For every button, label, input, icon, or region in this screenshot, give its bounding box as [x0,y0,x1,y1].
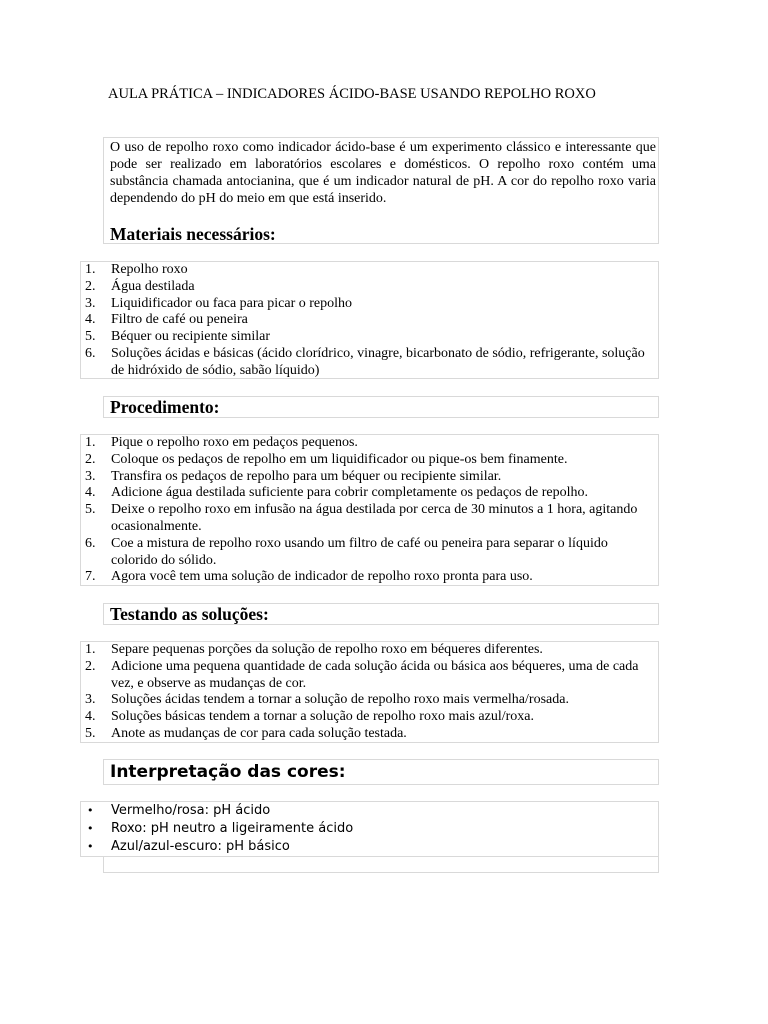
list-item-number: 6. [85,535,96,551]
list-item-number: 1. [85,642,96,657]
list-item [81,709,658,726]
list-item [81,452,658,469]
list-item-number: 1. [85,262,96,277]
list-item [81,726,658,743]
list-item [81,279,658,296]
testing-heading: Testando as soluções: [110,603,269,624]
list-item-text: Adicione água destilada suficiente para cobrir completamente os pedaços de repolho. [111,485,588,501]
list-item [81,346,658,380]
list-item-text: Filtro de café ou peneira [111,312,248,328]
list-item-text: Água destilada [111,278,195,294]
list-item-number: 4. [85,312,96,328]
testing-list [81,642,658,743]
list-item-number: 5. [85,329,96,345]
list-item-number: 7. [85,569,96,585]
list-item-text: Béquer ou recipiente similar [111,329,270,345]
list-item [81,502,658,536]
colors-heading: Interpretação das cores: [110,762,346,782]
list-item-number: 2. [85,278,96,294]
list-item-number: 2. [85,658,96,674]
list-item-text: Coe a mistura de repolho roxo usando um filtro de café ou peneira para separar o líquido colorido do sólido. [111,535,608,568]
list-item-number: 1. [85,435,96,450]
procedure-heading: Procedimento: [110,396,220,417]
list-item-text: Deixe o repolho roxo em infusão na água destilada por cerca de 30 minutos a 1 hora, agitando ocasionalmente. [111,502,638,534]
list-item-number: 6. [85,345,96,361]
list-item [81,469,658,486]
empty-box [103,856,659,873]
list-item [81,642,658,659]
bullet-icon: • [87,840,94,853]
bullet-icon: • [87,822,94,835]
list-item-text: Repolho roxo [111,262,188,277]
list-item-text: Anote as mudanças de cor para cada solução testada. [111,725,407,741]
intro-section [103,137,659,244]
list-item-number: 3. [85,692,96,708]
list-item [81,838,658,856]
colors-list-box [80,801,659,857]
document-title: AULA PRÁTICA – INDICADORES ÁCIDO-BASE USANDO REPOLHO ROXO [108,86,596,102]
list-item [81,296,658,313]
list-item-text: Vermelho/rosa: pH ácido [111,803,271,818]
intro-paragraph: O uso de repolho roxo como indicador ácido-base é um experimento clássico e interessante que pode ser realizado em laboratórios escolares e domésticos. O repolho roxo contém uma substância chamada antocianina, que é um indicador natural de pH. A cor do repolho roxo varia dependendo do pH do meio em que está inserido. [110,140,656,206]
list-item-text: Roxo: pH neutro a ligeiramente ácido [111,821,354,836]
list-item-text: Adicione uma pequena quantidade de cada solução ácida ou básica aos béqueres, uma de cada vez, e observe as mudanças de cor. [111,658,639,691]
list-item-text: Coloque os pedaços de repolho em um liquidificador ou pique-os bem finamente. [111,451,568,467]
procedure-list [81,435,658,586]
bullet-icon: • [87,804,94,817]
list-item [81,569,658,586]
list-item [81,692,658,709]
list-item [81,435,658,452]
list-item [81,536,658,570]
procedure-heading-box [103,396,659,418]
materials-heading: Materiais necessários: [110,224,276,244]
list-item [81,802,658,820]
list-item-number: 2. [85,451,96,467]
list-item-text: Agora você tem uma solução de indicador de repolho roxo pronta para uso. [111,569,533,585]
list-item-text: Soluções básicas tendem a tornar a solução de repolho roxo mais azul/roxa. [111,709,534,725]
colors-list [81,802,658,856]
list-item-number: 3. [85,468,96,484]
list-item [81,659,658,693]
testing-heading-box [103,603,659,625]
list-item-text: Separe pequenas porções da solução de repolho roxo em béqueres diferentes. [111,642,543,657]
colors-heading-box [103,759,659,785]
list-item-text: Liquidificador ou faca para picar o repolho [111,295,353,311]
list-item-text: Pique o repolho roxo em pedaços pequenos. [111,435,358,450]
list-item-text: Azul/azul-escuro: pH básico [111,839,290,854]
materials-list [81,262,658,380]
list-item [81,262,658,279]
materials-list-box [80,261,659,379]
procedure-list-box [80,434,659,586]
list-item-text: Soluções ácidas e básicas (ácido clorídrico, vinagre, bicarbonato de sódio, refrigerante, solução de hidróxido de sódio, sabão líquido) [111,345,645,378]
list-item-number: 3. [85,295,96,311]
list-item-number: 5. [85,725,96,741]
list-item-number: 4. [85,709,96,725]
list-item [81,312,658,329]
testing-list-box [80,641,659,743]
list-item [81,485,658,502]
list-item [81,820,658,838]
list-item [81,329,658,346]
list-item-number: 5. [85,502,96,518]
list-item-text: Transfira os pedaços de repolho para um béquer ou recipiente similar. [111,468,502,484]
list-item-text: Soluções ácidas tendem a tornar a solução de repolho roxo mais vermelha/rosada. [111,692,569,708]
list-item-number: 4. [85,485,96,501]
